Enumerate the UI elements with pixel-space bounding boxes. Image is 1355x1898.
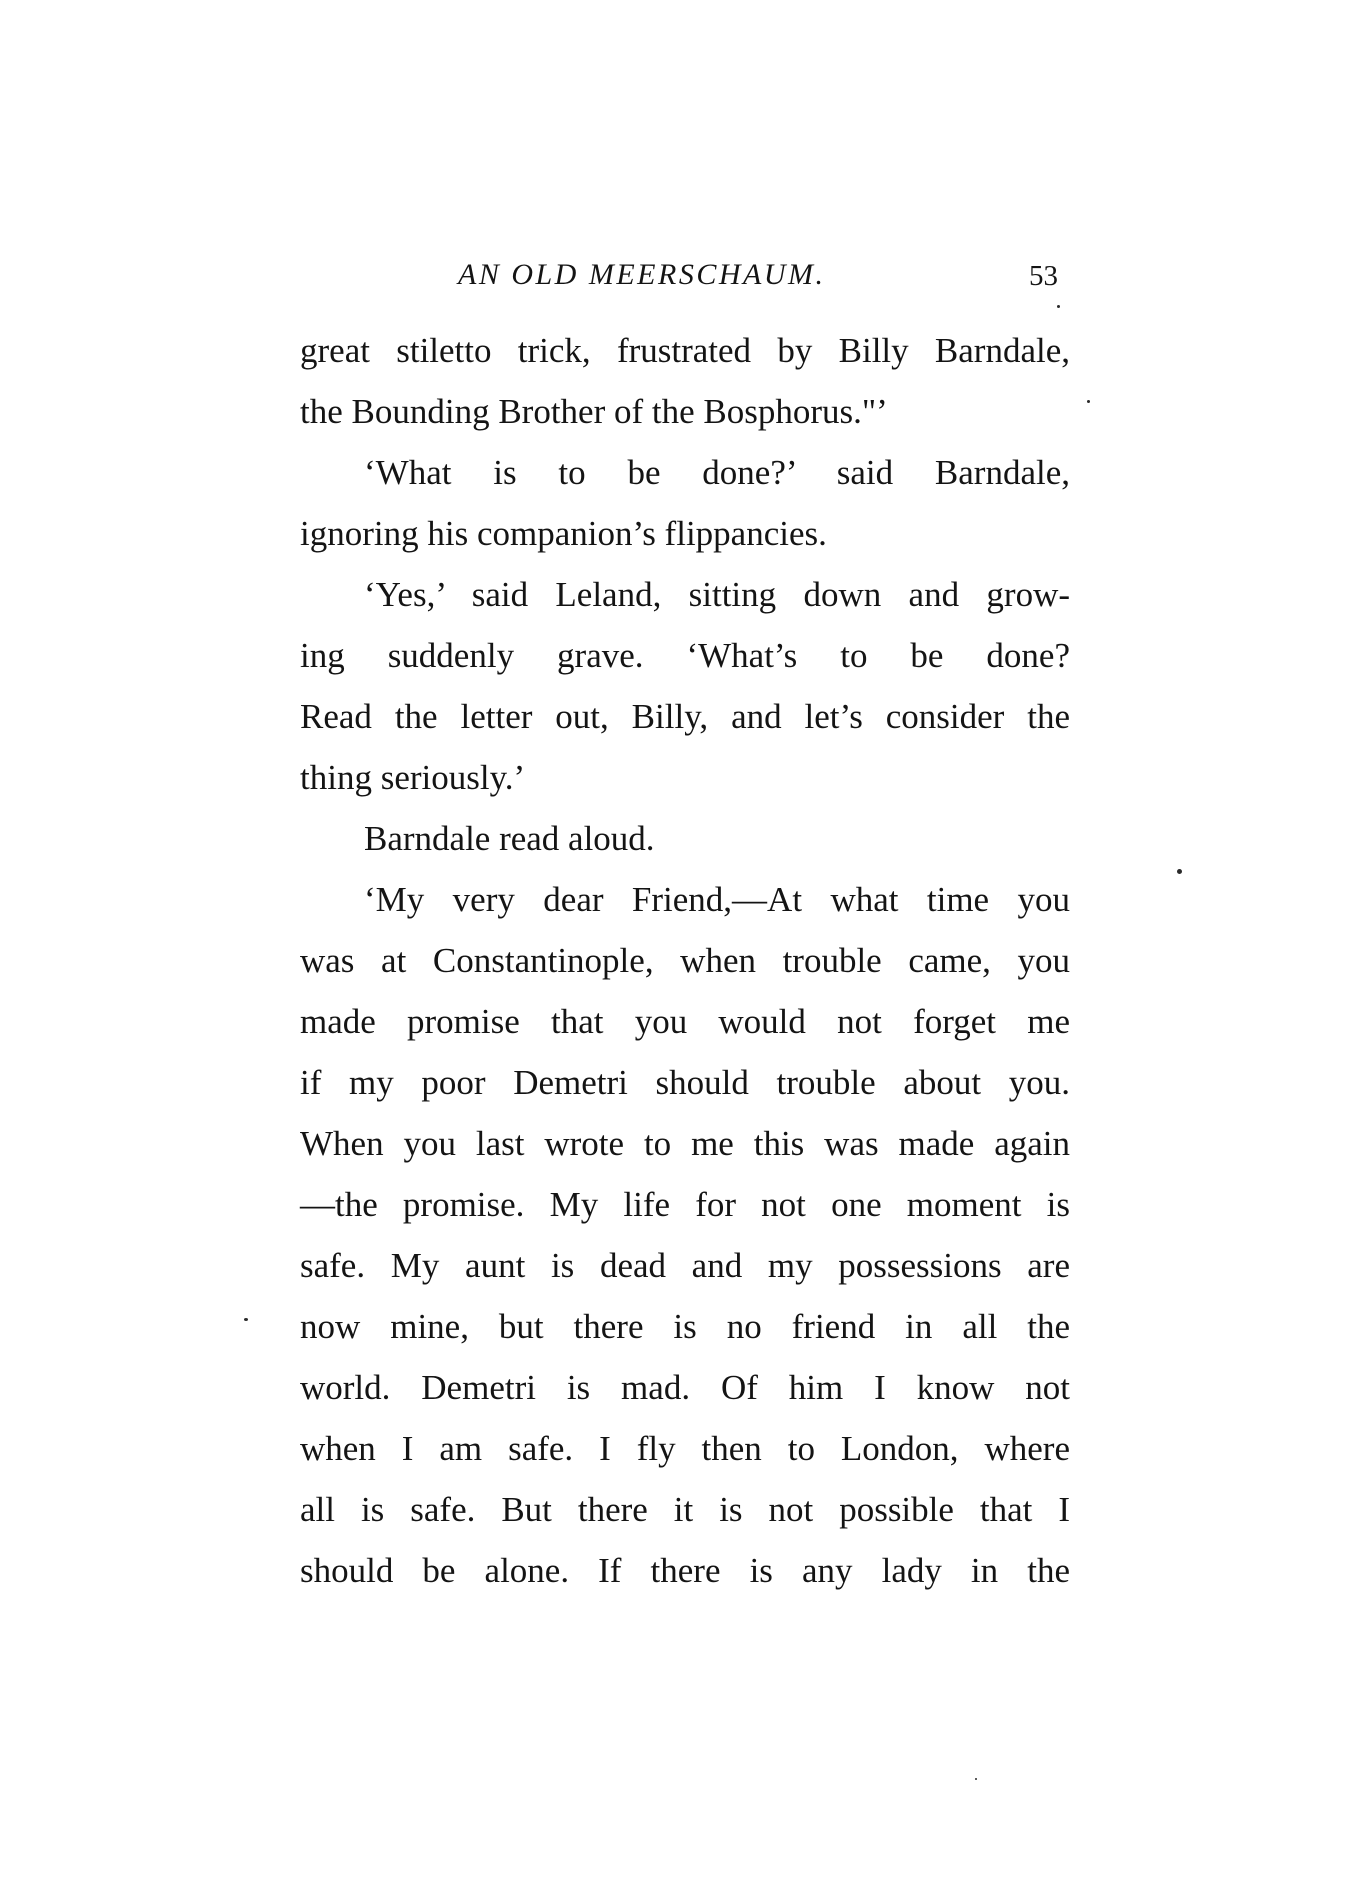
body-text <box>300 320 1070 1601</box>
text-line: if my poor Demetri should trouble about you. <box>300 1063 1070 1102</box>
text-line: all is safe. But there it is not possible that I <box>300 1490 1070 1529</box>
text-line: When you last wrote to me this was made again <box>300 1124 1070 1163</box>
scan-speck <box>1057 305 1060 308</box>
text-line: ‘Yes,’ said Leland, sitting down and grow- <box>364 575 1070 614</box>
text-line: the Bounding Brother of the Bosphorus."’ <box>300 392 888 431</box>
scan-speck <box>244 1318 248 1321</box>
text-line: great stiletto trick, frustrated by Billy Barndale, <box>300 331 1070 370</box>
page-number: 53 <box>1029 260 1058 292</box>
text-line: ing suddenly grave. ‘What’s to be done? <box>300 636 1070 675</box>
text-line: safe. My aunt is dead and my possessions are <box>300 1246 1070 1285</box>
text-line: world. Demetri is mad. Of him I know not <box>300 1368 1070 1407</box>
text-line: Barndale read aloud. <box>364 819 655 858</box>
scan-speck <box>1177 869 1182 874</box>
text-line: Read the letter out, Billy, and let’s consider the <box>300 697 1070 736</box>
running-title: AN OLD MEERSCHAUM. <box>458 258 826 291</box>
scan-speck <box>975 1778 977 1780</box>
text-line: —the promise. My life for not one moment is <box>300 1185 1070 1224</box>
text-line: was at Constantinople, when trouble came, you <box>300 941 1070 980</box>
text-line: thing seriously.’ <box>300 758 526 797</box>
text-line: when I am safe. I fly then to London, where <box>300 1429 1070 1468</box>
text-line: ‘My very dear Friend,—At what time you <box>364 880 1070 919</box>
running-head <box>300 258 1070 308</box>
text-line: should be alone. If there is any lady in the <box>300 1551 1070 1590</box>
text-line: made promise that you would not forget me <box>300 1002 1070 1041</box>
scan-speck <box>1087 400 1090 403</box>
text-line: now mine, but there is no friend in all the <box>300 1307 1070 1346</box>
text-line: ‘What is to be done?’ said Barndale, <box>364 453 1070 492</box>
text-line: ignoring his companion’s flippancies. <box>300 514 827 553</box>
